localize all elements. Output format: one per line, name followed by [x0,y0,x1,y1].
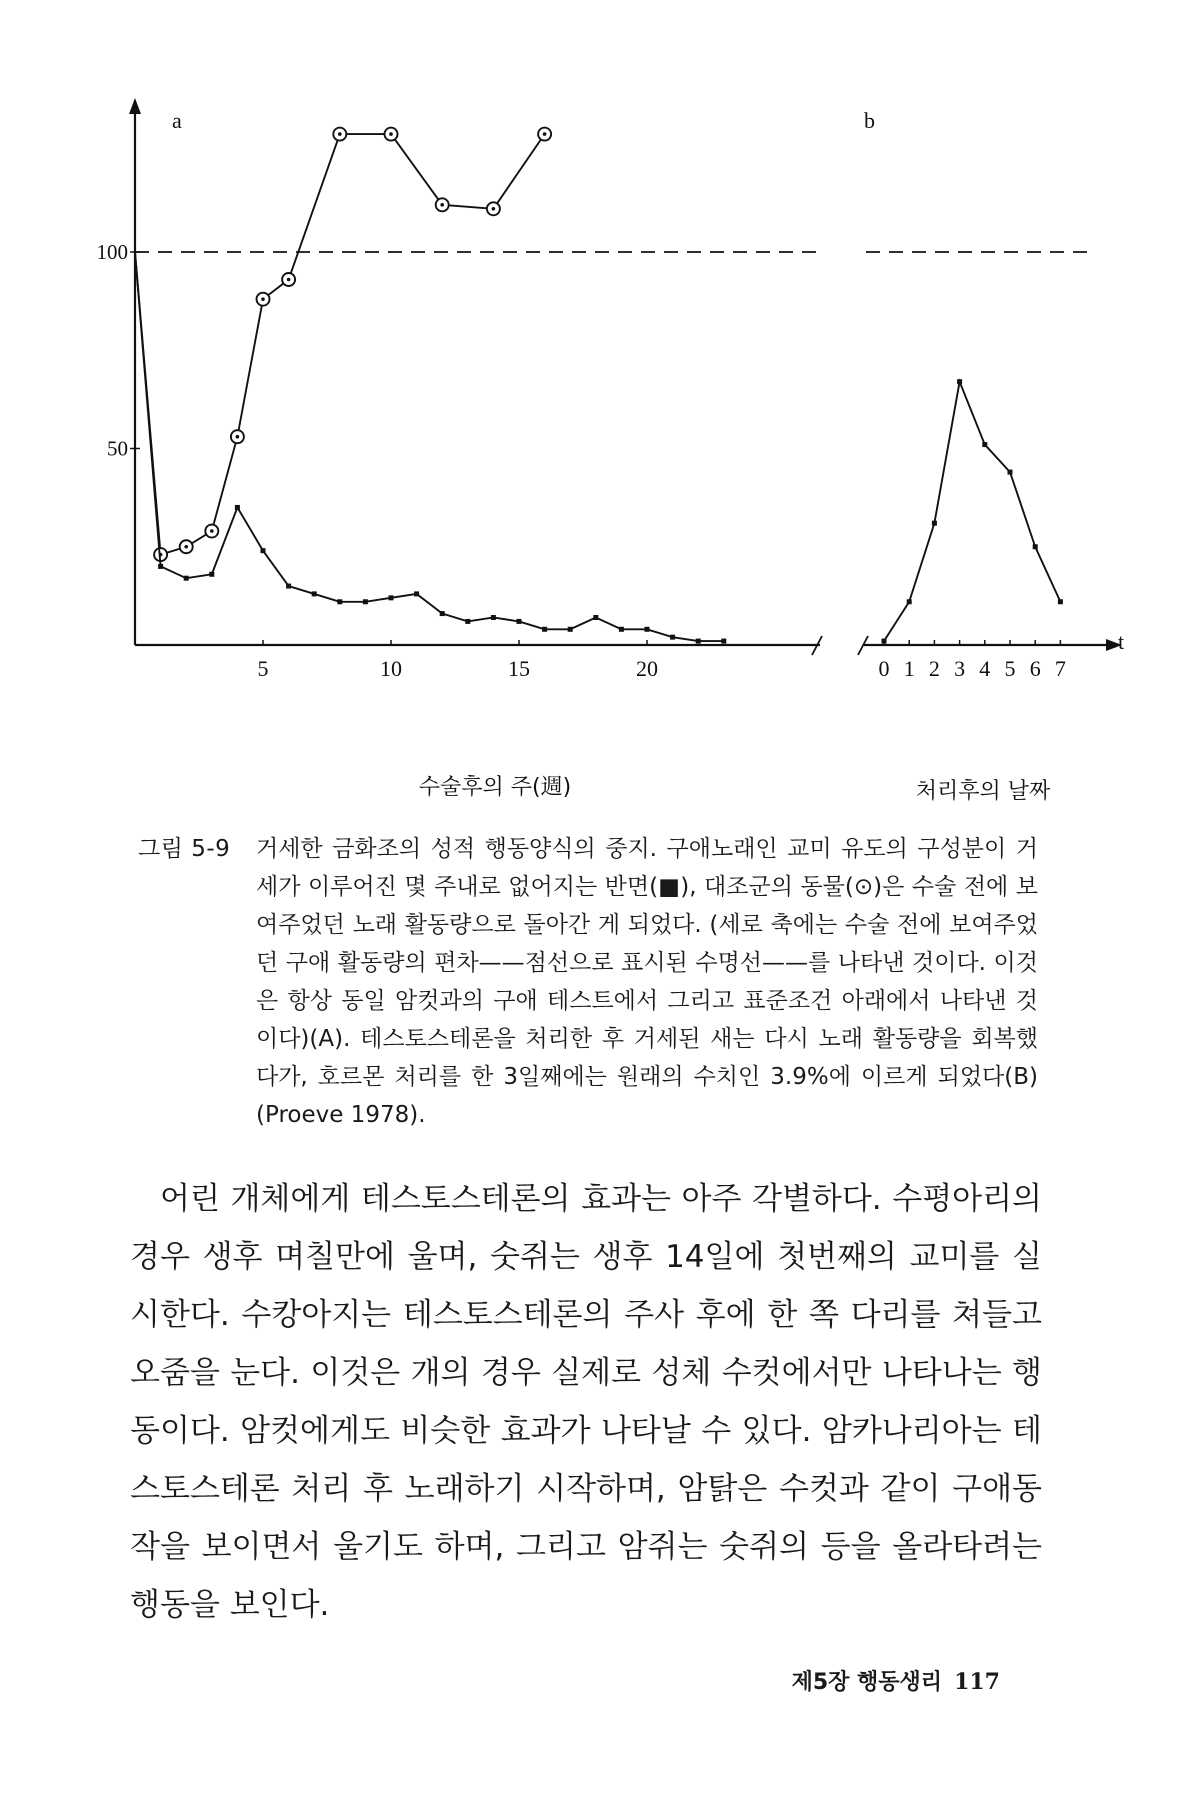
panel-a-y-axis-arrow [129,98,141,114]
x-tick-label: 0 [878,656,890,681]
panel-a-label: a [172,108,182,133]
x-tick-label: 5 [1004,656,1016,681]
panel-b-label: b [864,108,875,133]
caption-text: 거세한 금화조의 성적 행동양식의 중지. 구애노래인 교미 유도의 구성분이 거세가 이루어진 몇 주내로 없어지는 반면(■), 대조군의 동물(⊙)은 수술 전에 보여주었던 노래 활동량으로 돌아간 게 되었다. (세로 축에는 수술 전에 보여주었던 구애 활동량의 편차——점선으로 표시된 수명선——를 나타낸 것이다. 이것은 항상 동일 암컷과의 구애 테스트에서 그리고 표준조건 아래에서 나타낸 것이다)(A). 테스토스테론을 처리한 후 거세된 새는 다시 노래 활동량을 회복했다가, 호르몬 처리를 한 3일째에는 원래의 수치인 3.9%에 이르게 되었다(B)(Proeve 1978). [256,836,1038,1128]
footer-chapter: 제5장 행동생리 [791,1670,943,1695]
x-tick-label: 3 [954,656,966,681]
x-tick-label: 10 [380,656,402,681]
control-data-point-dot [492,207,496,211]
castrated-data-point [568,627,573,632]
control-data-point-dot [287,278,291,282]
castrated-data-point [363,599,368,604]
castrated-data-point [337,599,342,604]
castrated-data-point [645,627,650,632]
castrated-data-point [957,379,962,384]
control-data-point-dot [210,529,214,533]
figure-caption [138,830,1038,1134]
x-tick-label: 5 [257,656,269,681]
castrated-data-point [982,442,987,447]
castrated-data-point [1008,470,1013,475]
castrated-data-point [517,619,522,624]
castrated-data-point [542,627,547,632]
figure-chart [0,0,1200,820]
control-data-point-dot [440,203,444,207]
control-data-point-dot [338,132,342,136]
castrated-data-point [465,619,470,624]
body-paragraph-text: 어린 개체에게 테스토스테론의 효과는 아주 각별하다. 수평아리의 경우 생후 며칠만에 울며, 숫쥐는 생후 14일에 첫번째의 교미를 실시한다. 수캉아지는 테스토스테론의 주사 후에 한 쪽 다리를 쳐들고 오줌을 눈다. 이것은 개의 경우 실제로 성체 수컷에서만 나타나는 행동이다. 암컷에게도 비슷한 효과가 나타날 수 있다. 암카나리아는 테스토스테론 처리 후 노래하기 시작하며, 암탉은 수컷과 같이 구애동작을 보이면서 울기도 하며, 그리고 암쥐는 숫쥐의 등을 올라타려는 행동을 보인다. [130,1181,1042,1623]
x-tick-label: 15 [508,656,530,681]
castrated-data-point [414,591,419,596]
panel-b-plot [866,252,1090,681]
castrated-data-point [696,639,701,644]
castrated-data-point [670,635,675,640]
castrated-data-point [209,572,214,577]
panel-b-x-axis-label: 처리후의 날짜 [915,779,1051,804]
figure-5-9 [0,0,1200,820]
panel-a-x-axis-label: 수술후의 주(週) [418,775,572,800]
control-data-point-dot [261,297,265,301]
x-tick-label: 6 [1029,656,1041,681]
x-tick-label: 4 [979,656,991,681]
control-series-line [135,134,545,555]
control-data-point-dot [389,132,393,136]
castrated-data-point [286,584,291,589]
castrated-data-point [721,639,726,644]
castrated-series-line [135,252,724,641]
castrated-data-point [261,548,266,553]
panel-a-plot [97,128,821,681]
x-tick-label: 2 [928,656,940,681]
control-data-point-dot [543,132,547,136]
castrated-data-point [882,639,887,644]
castrated-data-point [184,576,189,581]
body-paragraph [130,1170,1042,1634]
castrated-data-point [1033,544,1038,549]
castrated-data-point [158,564,163,569]
castrated-data-point [491,615,496,620]
castrated-data-point [593,615,598,620]
x-tick-label: 1 [903,656,915,681]
t-label: t [1118,629,1125,654]
castrated-data-point [389,595,394,600]
x-tick-label: 20 [636,656,658,681]
castrated-data-point [440,611,445,616]
page-footer [792,1665,1000,1696]
control-data-point-dot [236,435,240,439]
castrated-data-point [1058,599,1063,604]
castrated-data-point [312,591,317,596]
castrated-data-point [932,521,937,526]
castrated-data-point [235,505,240,510]
caption-label: 그림 5-9 [138,836,231,862]
control-data-point-dot [184,545,188,549]
y-tick-label: 100 [96,240,128,264]
castrated-data-point [619,627,624,632]
castrated-data-point [907,599,912,604]
footer-page-number: 117 [954,1669,1000,1695]
x-tick-label: 7 [1054,656,1066,681]
y-tick-label: 50 [107,436,128,461]
